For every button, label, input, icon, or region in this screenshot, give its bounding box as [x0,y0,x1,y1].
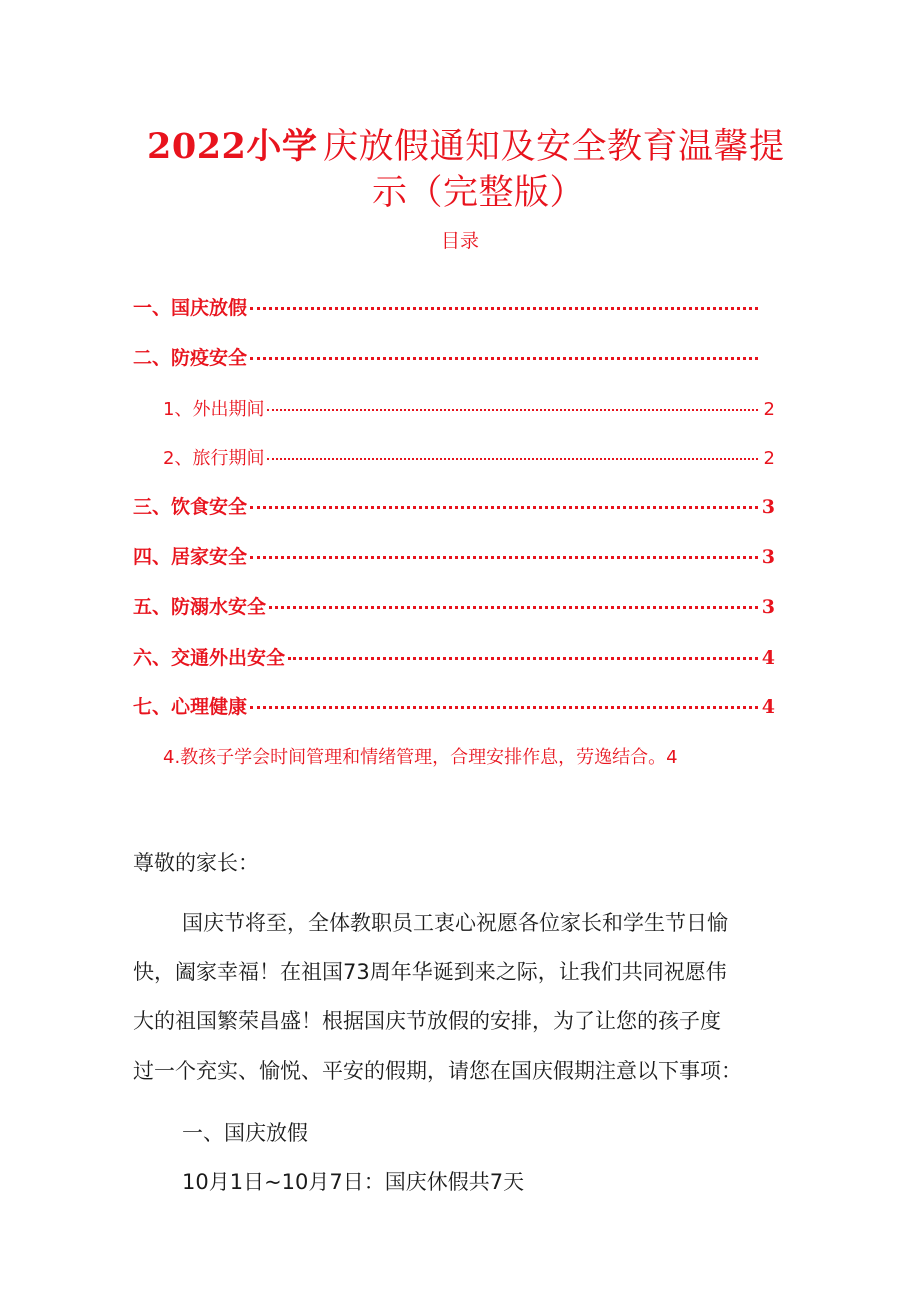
toc-leader-dots [250,357,758,360]
toc-heading: 目录 [440,230,479,252]
toc-entry[interactable] [133,592,775,620]
toc-entry-label: 五、防溺水安全 [133,596,267,618]
toc-entry[interactable] [133,492,775,520]
toc-entry[interactable] [133,343,775,371]
paragraph-line: 大的祖国繁荣昌盛！根据国庆节放假的安排，为了让您的孩子度 [133,1009,721,1033]
title-year-prefix: 2022小学 [147,126,318,167]
toc-entry-label: 二、防疫安全 [133,347,248,369]
toc-subentry-long[interactable]: 4.教孩子学会时间管理和情绪管理，合理安排作息，劳逸结合。4 [163,747,678,768]
toc-entry-label: 三、饮食安全 [133,496,248,518]
toc-subentry[interactable] [163,444,775,470]
toc-entry-label: 1、外出期间 [163,399,265,420]
letter-salutation: 尊敬的家长： [133,851,259,875]
toc-entry-page: 3 [761,546,775,568]
paragraph-line: 快，阖家幸福！在祖国73周年华诞到来之际，让我们共同祝愿伟 [133,960,727,984]
toc-entry[interactable] [133,643,775,671]
toc-entry-label: 六、交通外出安全 [133,647,286,669]
toc-leader-dots [267,409,758,411]
toc-entry-label: 一、国庆放假 [133,297,248,319]
title-main-text: 庆放假通知及安全教育温馨提 [323,127,785,167]
toc-entry-page: 2 [763,399,775,420]
paragraph-line: 国庆节将至，全体教职员工衷心祝愿各位家长和学生节日愉 [182,911,728,935]
toc-subentry[interactable] [163,395,775,421]
toc-entry-page: 2 [763,448,775,469]
toc-entry-page: 3 [761,596,775,618]
toc-leader-dots [250,556,758,559]
paragraph-line: 过一个充实、愉悦、平安的假期，请您在国庆假期注意以下事项： [133,1059,742,1083]
toc-leader-dots [288,657,758,660]
toc-entry-page: 3 [761,496,775,518]
toc-entry-label: 2、旅行期间 [163,448,265,469]
toc-entry[interactable] [133,692,775,720]
toc-leader-dots [250,506,758,509]
toc-entry-page: 4 [761,696,775,718]
toc-leader-dots [269,606,758,609]
section-text: 10月1日~10月7日：国庆休假共7天 [182,1170,525,1194]
toc-leader-dots [267,458,758,460]
toc-entry-label: 七、心理健康 [133,696,248,718]
toc-leader-dots [250,706,758,709]
toc-entry-page: 4 [761,647,775,669]
title-suffix: 示（完整版） [372,173,586,213]
toc-entry-label: 四、居家安全 [133,546,248,568]
section-heading: 一、国庆放假 [182,1121,308,1145]
toc-entry[interactable] [133,542,775,570]
toc-leader-dots [250,307,758,310]
toc-entry[interactable] [133,293,775,321]
